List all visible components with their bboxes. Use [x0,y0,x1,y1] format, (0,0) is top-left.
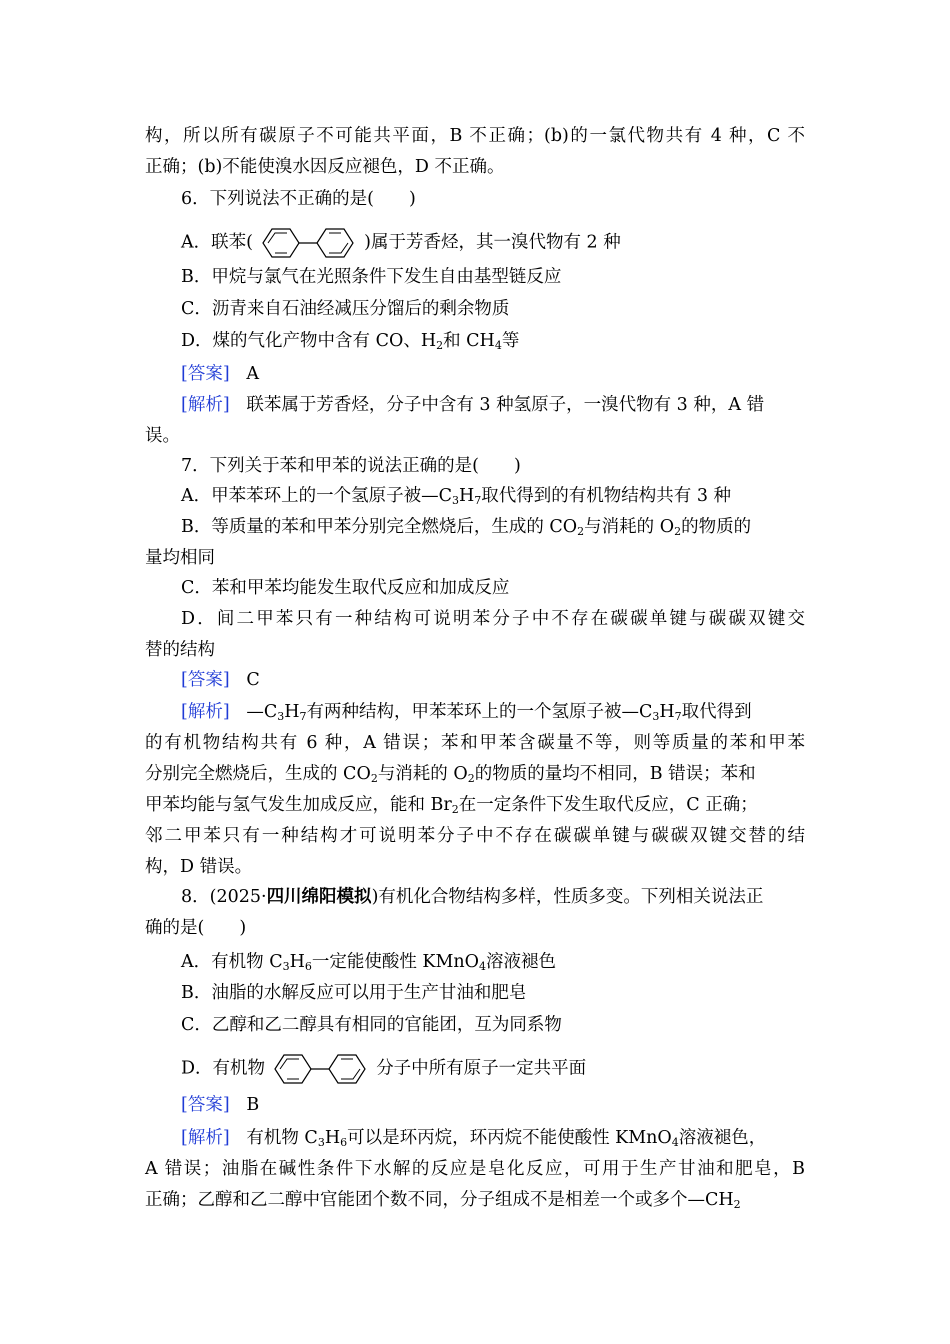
answer-tag: [答案] [181,364,230,384]
analysis-6: [解析] 联苯属于芳香烃，分子中含有 3 种氢原子，一溴代物有 3 种，A 错 [181,395,765,415]
question-8: 8．(2025·四川绵阳模拟)有机化合物结构多样，性质多变。下列相关说法正 [181,887,764,907]
text-line: 正确；(b)不能使溴水因反应褪色，D 不正确。 [145,157,505,177]
text-line: 量均相同 [145,548,215,568]
option-6c: C．沥青来自石油经减压分馏后的剩余物质 [181,299,510,319]
option-8c: C．乙醇和乙二醇具有相同的官能团，互为同系物 [181,1015,562,1035]
biphenyl-structure-icon [259,226,359,260]
answer-6: [答案] A [181,364,259,384]
text-line: 正确；乙醇和乙二醇中官能团个数不同，分子组成不是相差一个或多个$—CH_2$ [145,1190,741,1211]
analysis-tag: [解析] [181,702,230,722]
answer-tag: [答案] [181,670,230,690]
text-line: 构，D 错误。 [145,857,253,877]
analysis-7: [解析] $—C_3H_7$有两种结构，甲苯苯环上的一个氢原子被$—C_3H_7$取代得到 [181,702,752,723]
text-line: 替的结构 [145,640,215,660]
text-line: 甲苯均能与氢气发生加成反应，能和 $Br_2$在一定条件下发生取代反应，C 正确； [145,795,758,816]
text-line: 的有机物结构共有 6 种，A 错误；苯和甲苯含碳量不等，则等质量的苯和甲苯 [145,733,805,753]
option-6b: B．甲烷与氯气在光照条件下发生自由基型链反应 [181,267,562,287]
question-6: 6．下列说法不正确的是( ) [181,189,416,209]
answer-8: [答案] B [181,1095,260,1115]
answer-7: [答案] C [181,670,260,690]
text-line: 分别完全燃烧后，生成的 $CO_2$与消耗的 $O_2$的物质的量均不相同，B 错误；苯和 [145,764,756,785]
analysis-tag: [解析] [181,395,230,415]
option-8a: A．有机物 $C_3H_6$一定能使酸性 KMnO$_4$溶液褪色 [181,952,557,973]
option-8b: B．油脂的水解反应可以用于生产甘油和肥皂 [181,983,527,1003]
option-6d: D．煤的气化产物中含有 CO、$H_2$和 $CH_4$等 [181,331,520,352]
option-7c: C．苯和甲苯均能发生取代反应和加成反应 [181,578,510,598]
biphenyl-structure-icon [271,1052,371,1086]
text-line: 邻二甲苯只有一种结构才可说明苯分子中不存在碳碳单键与碳碳双键交替的结 [145,826,805,846]
answer-tag: [答案] [181,1095,230,1115]
analysis-8: [解析] 有机物 $C_3H_6$可以是环丙烷，环丙烷不能使酸性 KMnO$_4$溶液褪色， [181,1128,767,1149]
text-line: A 错误；油脂在碱性条件下水解的反应是皂化反应，可用于生产甘油和肥皂，B [145,1159,805,1179]
analysis-tag: [解析] [181,1128,230,1148]
text-line: 误。 [145,426,180,446]
text-line: 构，所以所有碳原子不可能共平面，B 不正确；(b)的一氯代物共有 4 种，C 不 [145,126,805,146]
option-8d: D．有机物 分子中所有原子一定共平面 [181,1052,586,1076]
option-7d: D．间二甲苯只有一种结构可说明苯分子中不存在碳碳单键与碳碳双键交 [181,609,805,629]
option-7b: B．等质量的苯和甲苯分别完全燃烧后，生成的 $CO_2$与消耗的 $O_2$的物质的 [181,517,752,538]
option-7a: A．甲苯苯环上的一个氢原子被$—C_3H_7$取代得到的有机物结构共有 3 种 [181,486,732,507]
text-line: 确的是( ) [145,918,247,938]
question-7: 7．下列关于苯和甲苯的说法正确的是( ) [181,456,521,476]
option-6a: A．联苯( )属于芳香烃，其一溴代物有 2 种 [181,226,621,250]
